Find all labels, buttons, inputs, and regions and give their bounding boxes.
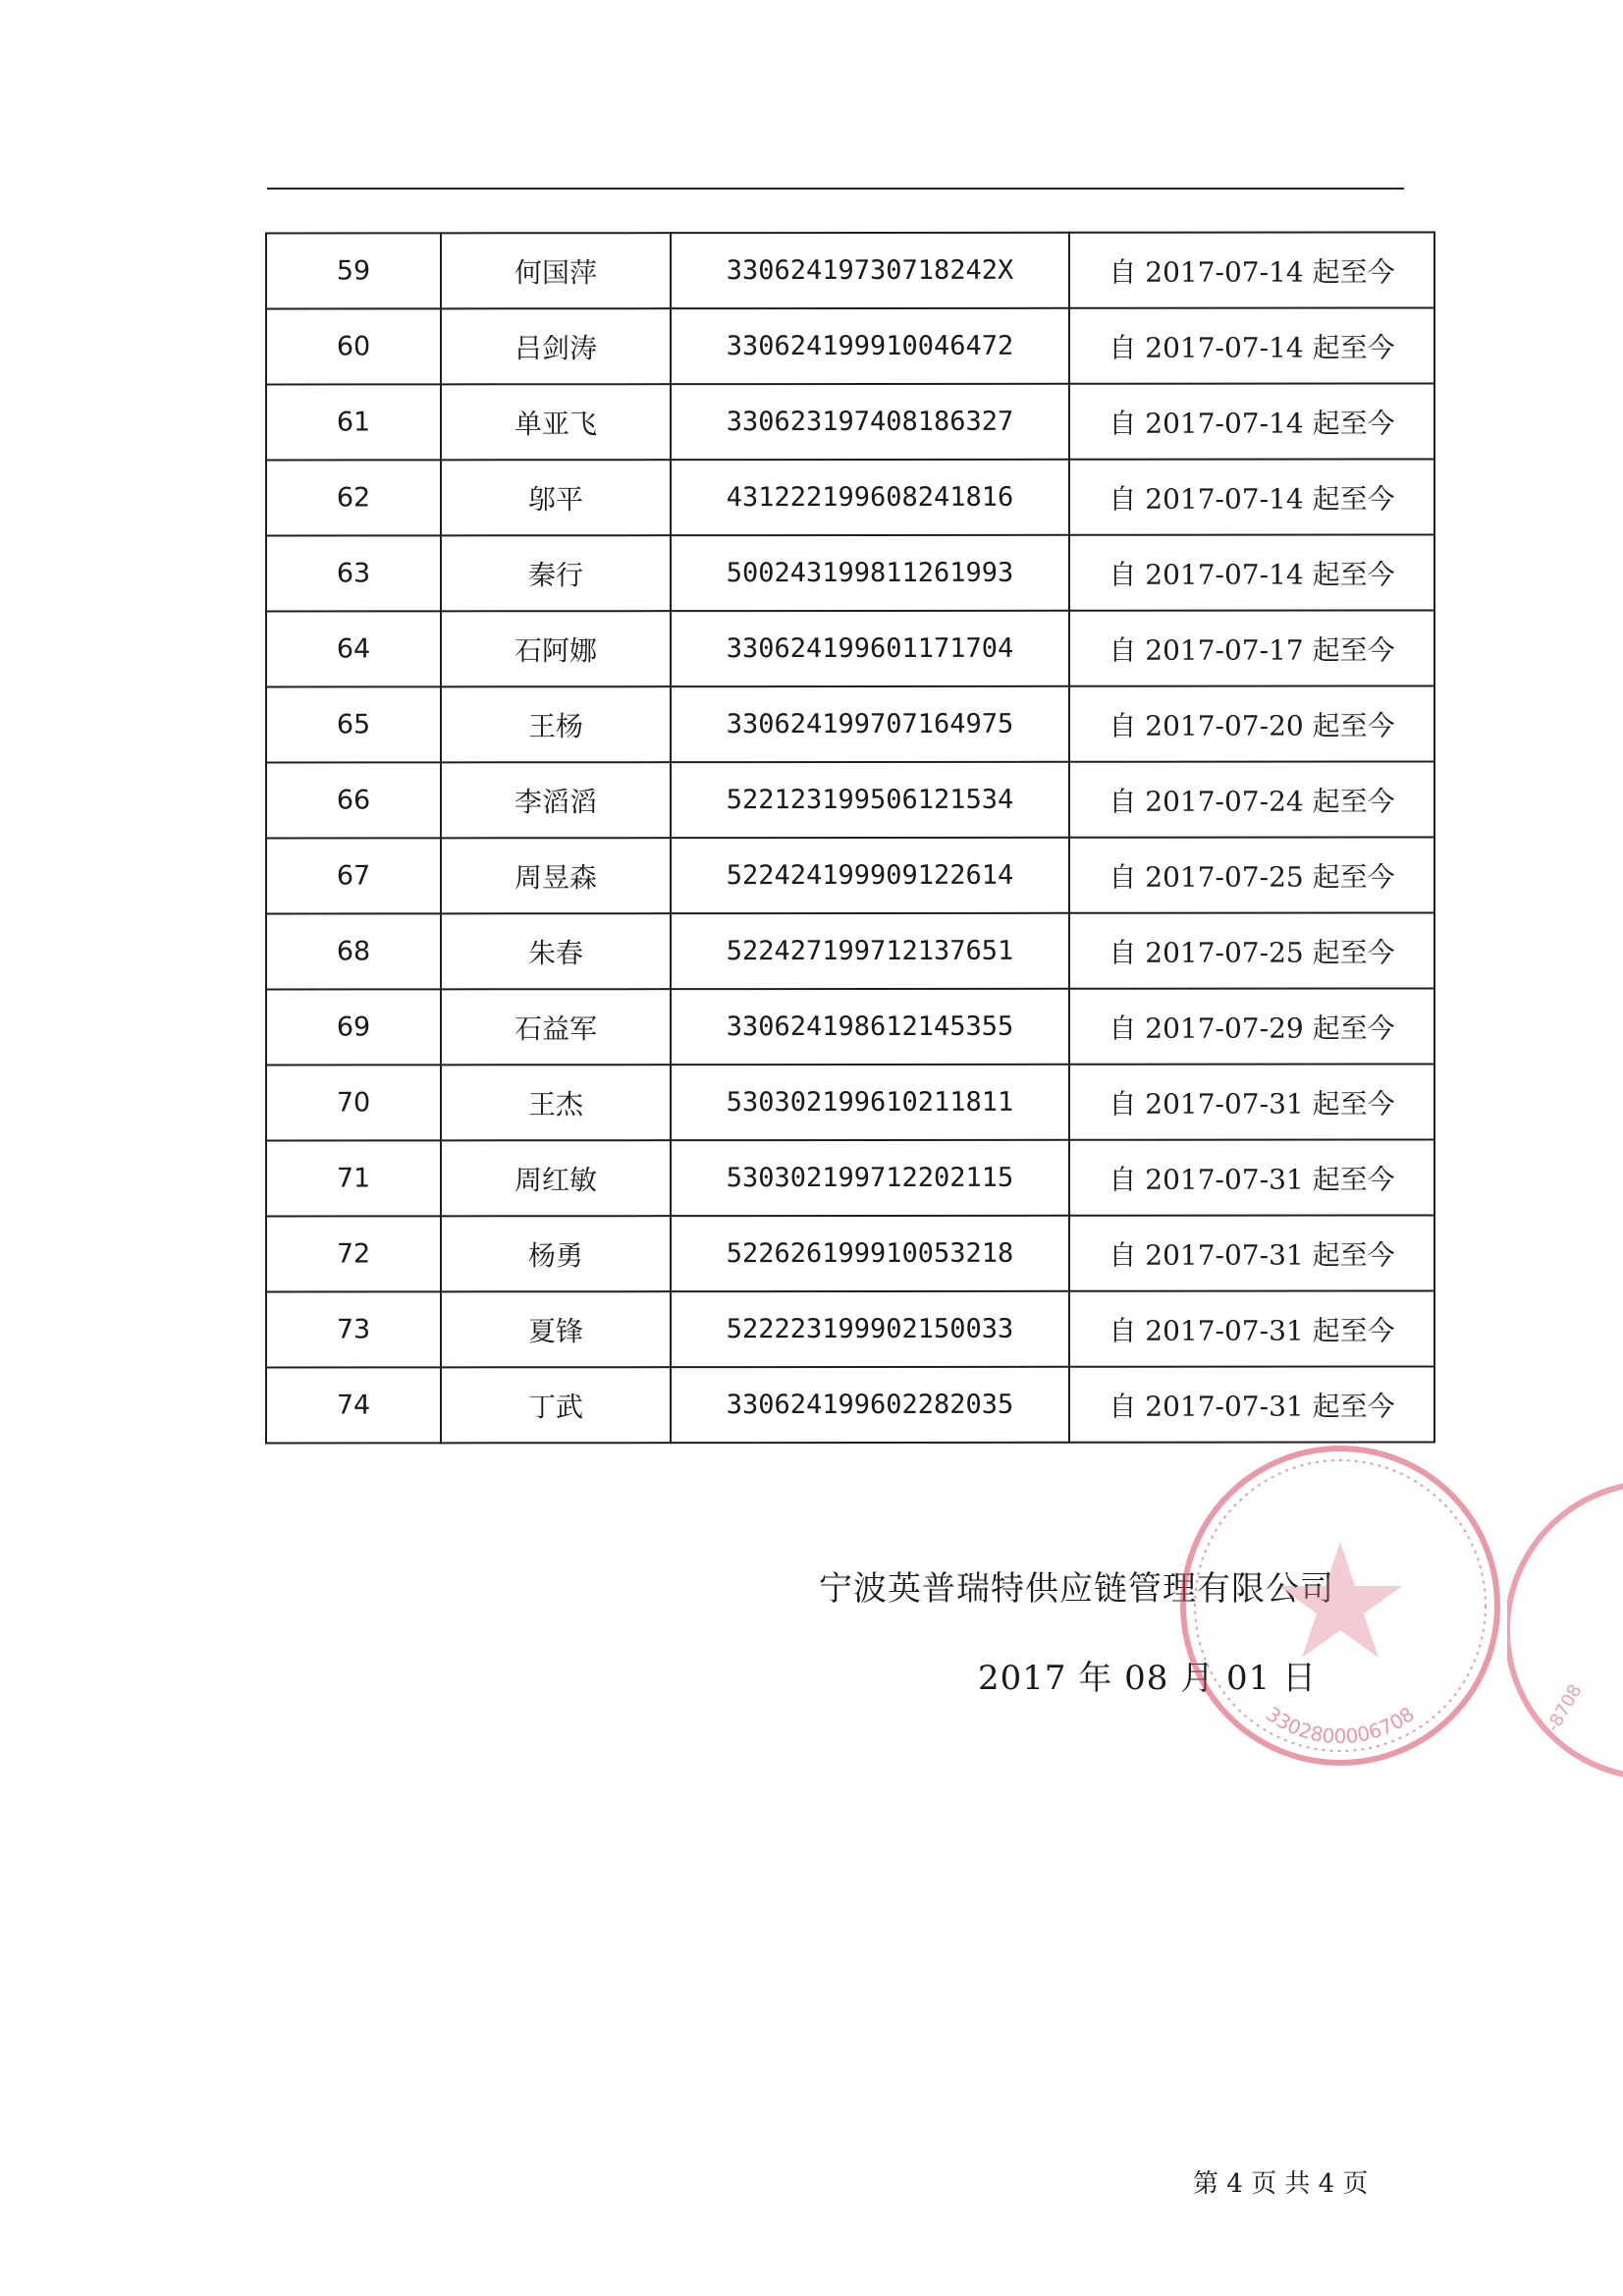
seal-number: 3302800006708 — [1262, 1702, 1419, 1748]
employee-name: 石阿娜 — [441, 611, 671, 686]
table-row — [266, 232, 1434, 308]
employee-name: 杨勇 — [441, 1216, 671, 1291]
table-row — [266, 459, 1434, 535]
id-number: 530302199610211811 — [671, 1065, 1069, 1140]
row-number: 62 — [266, 460, 441, 535]
row-number: 61 — [266, 384, 441, 460]
partial-seal — [1507, 1473, 1623, 1787]
id-number: 522424199909122614 — [671, 838, 1069, 913]
start-date: 自 2017-07-14 起至今 — [1069, 232, 1434, 307]
row-number: 65 — [266, 686, 441, 762]
employee-name: 周昱森 — [441, 838, 671, 913]
employee-name: 吕剑涛 — [441, 308, 671, 384]
start-date: 自 2017-07-29 起至今 — [1069, 988, 1434, 1064]
company-name: 宁波英普瑞特供应链管理有限公司 — [819, 1569, 1334, 1609]
row-number: 70 — [266, 1065, 441, 1140]
table-row — [266, 610, 1434, 686]
table-row — [266, 988, 1434, 1065]
id-number: 522626199910053218 — [671, 1216, 1069, 1291]
table-row — [266, 837, 1434, 913]
table-row — [266, 1290, 1434, 1367]
row-number: 66 — [266, 762, 441, 838]
employee-name: 王杨 — [441, 686, 671, 762]
start-date: 自 2017-07-31 起至今 — [1069, 1366, 1434, 1442]
row-number: 68 — [266, 913, 441, 989]
row-number: 59 — [266, 233, 441, 308]
row-number: 67 — [266, 838, 441, 913]
row-number: 74 — [266, 1367, 441, 1443]
id-number: 522427199712137651 — [671, 913, 1069, 989]
employee-name: 丁武 — [441, 1367, 671, 1443]
table-row — [266, 383, 1434, 460]
id-number: 330624199707164975 — [671, 686, 1069, 762]
start-date: 自 2017-07-25 起至今 — [1069, 912, 1434, 988]
employee-name: 李滔滔 — [441, 762, 671, 838]
row-number: 64 — [266, 611, 441, 686]
start-date: 自 2017-07-14 起至今 — [1069, 307, 1434, 383]
start-date: 自 2017-07-14 起至今 — [1069, 534, 1434, 610]
employee-name: 何国萍 — [441, 233, 671, 308]
employee-name: 周红敏 — [441, 1140, 671, 1216]
start-date: 自 2017-07-31 起至今 — [1069, 1290, 1434, 1366]
row-number: 69 — [266, 989, 441, 1065]
start-date: 自 2017-07-31 起至今 — [1069, 1139, 1434, 1215]
start-date: 自 2017-07-14 起至今 — [1069, 383, 1434, 459]
header-rule — [267, 188, 1404, 190]
employee-table-container — [265, 231, 1435, 1444]
id-number: 530302199712202115 — [671, 1140, 1069, 1216]
partial-seal-number: -8708 — [1542, 1680, 1587, 1736]
employee-name: 秦行 — [441, 535, 671, 611]
start-date: 自 2017-07-20 起至今 — [1069, 685, 1434, 761]
employee-table-body — [266, 232, 1434, 1443]
table-row — [266, 1064, 1434, 1140]
id-number: 33062419730718242X — [671, 233, 1069, 308]
id-number: 330624199602282035 — [671, 1367, 1069, 1443]
id-number: 500243199811261993 — [671, 535, 1069, 611]
id-number: 522223199902150033 — [671, 1291, 1069, 1367]
employee-name: 王杰 — [441, 1065, 671, 1140]
table-row — [266, 1366, 1434, 1443]
start-date: 自 2017-07-31 起至今 — [1069, 1215, 1434, 1290]
row-number: 60 — [266, 308, 441, 384]
employee-name: 石益军 — [441, 989, 671, 1065]
row-number: 71 — [266, 1140, 441, 1216]
signature-date: 2017 年 08 月 01 日 — [978, 1659, 1318, 1698]
start-date: 自 2017-07-17 起至今 — [1069, 610, 1434, 685]
row-number: 72 — [266, 1216, 441, 1291]
table-row — [266, 685, 1434, 762]
id-number: 431222199608241816 — [671, 460, 1069, 535]
table-row — [266, 912, 1434, 989]
employee-name: 邬平 — [441, 460, 671, 535]
table-row — [266, 307, 1434, 384]
id-number: 330624199910046472 — [671, 308, 1069, 384]
table-row — [266, 1139, 1434, 1216]
id-number: 522123199506121534 — [671, 762, 1069, 838]
employee-name: 朱春 — [441, 913, 671, 989]
id-number: 330624198612145355 — [671, 989, 1069, 1065]
employee-name: 单亚飞 — [441, 384, 671, 460]
row-number: 73 — [266, 1291, 441, 1367]
start-date: 自 2017-07-31 起至今 — [1069, 1064, 1434, 1139]
table-row — [266, 761, 1434, 838]
table-row — [266, 534, 1434, 611]
start-date: 自 2017-07-24 起至今 — [1069, 761, 1434, 837]
table-row — [266, 1215, 1434, 1291]
id-number: 330623197408186327 — [671, 384, 1069, 460]
employee-name: 夏锋 — [441, 1291, 671, 1367]
id-number: 330624199601171704 — [671, 611, 1069, 686]
employee-table — [265, 231, 1435, 1444]
start-date: 自 2017-07-14 起至今 — [1069, 459, 1434, 534]
page-footer: 第 4 页 共 4 页 — [1193, 2169, 1369, 2199]
start-date: 自 2017-07-25 起至今 — [1069, 837, 1434, 912]
row-number: 63 — [266, 535, 441, 611]
